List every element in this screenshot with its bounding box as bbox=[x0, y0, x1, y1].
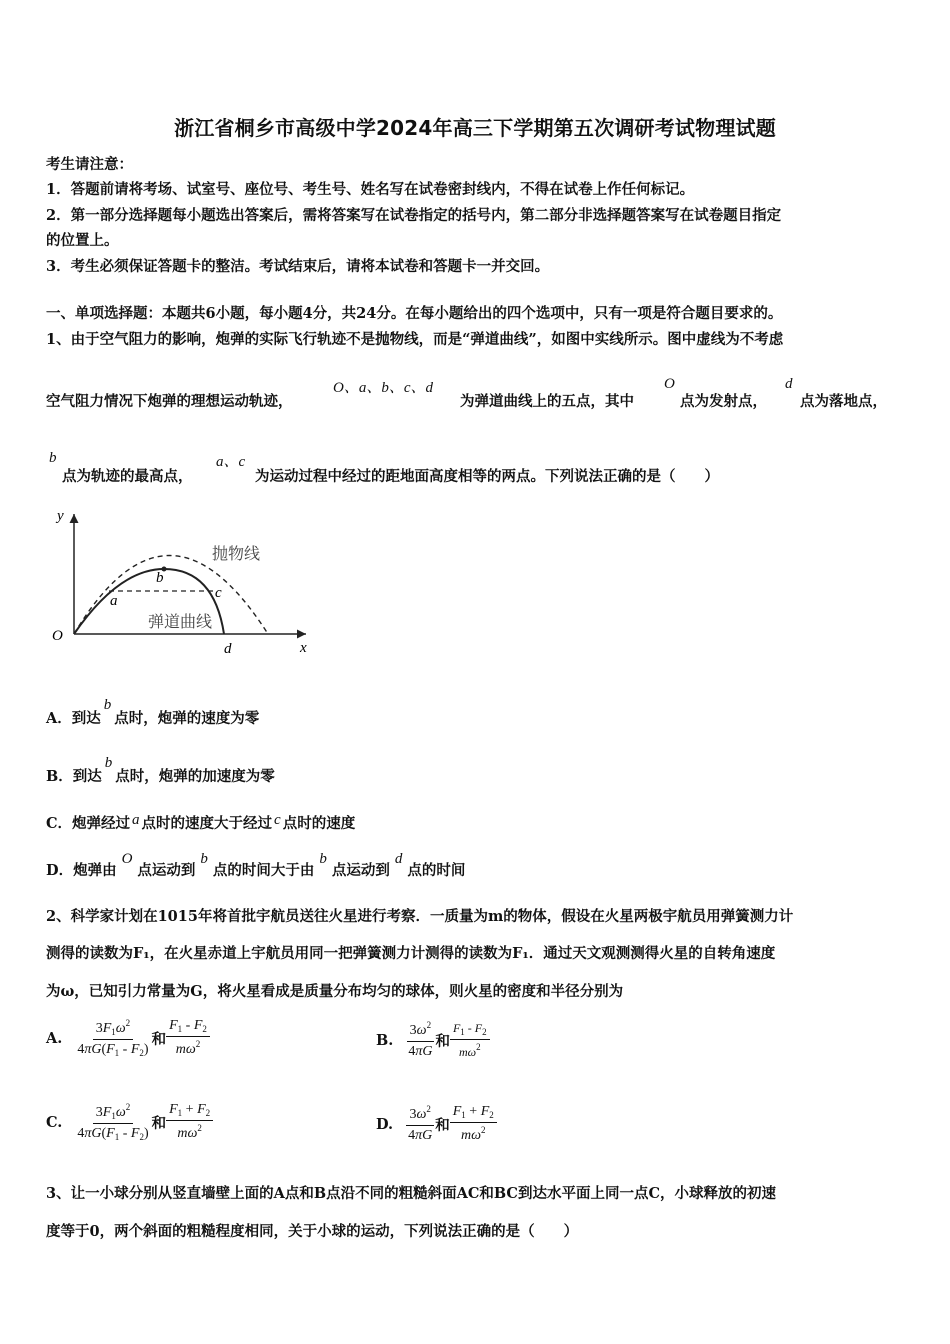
q1-option-c-var2: c bbox=[274, 812, 281, 828]
q2-line-1: 2、科学家计划在1015年将首批宇航员送往火星进行考察．一质量为m的物体，假设在火星两极宇航员用弹簧测力计 bbox=[46, 908, 794, 925]
q2-option-b-and: 和 bbox=[435, 1032, 450, 1050]
q1-option-b[interactable] bbox=[46, 755, 275, 786]
parabola-label: 抛物线 bbox=[212, 546, 261, 563]
q1-var-d: d bbox=[785, 376, 793, 392]
q1-line-2b: 为弹道曲线上的五点，其中 bbox=[460, 393, 634, 410]
q1-option-d-var4: d bbox=[394, 851, 403, 867]
q1-var-O: O bbox=[664, 376, 675, 392]
q1-option-c-var1: a bbox=[132, 812, 140, 828]
q1-option-c-text: 点时的速度 bbox=[282, 815, 356, 832]
notice-header: 考生请注意： bbox=[46, 156, 133, 173]
q1-line-2d: 点为落地点， bbox=[800, 393, 887, 410]
x-label: x bbox=[300, 640, 307, 656]
q1-option-c[interactable] bbox=[46, 812, 355, 833]
q1-line-2a: 空气阻力情况下炮弹的理想运动轨迹， bbox=[46, 393, 293, 410]
q2-option-c-density: $\frac{3F_1\omega^2}{4\pi G(F_1 - F_2)}$ bbox=[77, 1102, 149, 1142]
q2-line-2: 测得的读数为F₁，在火星赤道上宇航员用同一把弹簧测力计测得的读数为F₁．通过天文观测测得火星的自转角速度 bbox=[46, 945, 776, 962]
q2-option-a[interactable] bbox=[46, 1018, 210, 1058]
section-heading: 一、单项选择题：本题共6小题，每小题4分，共24分。在每小题给出的四个选项中，只有一项是符合题目要求的。 bbox=[46, 305, 783, 322]
label-c: c bbox=[215, 585, 222, 601]
q1-option-d-m3: 点运动到 bbox=[331, 862, 390, 879]
q1-option-d-m1: 点运动到 bbox=[137, 862, 196, 879]
q1-option-b-var: b bbox=[104, 755, 113, 771]
q2-option-d[interactable] bbox=[376, 1104, 497, 1144]
q3-line-1: 3、让一小球分别从竖直墙壁上面的A点和B点沿不同的粗糙斜面AC和BC到达水平面上同一点C，小球释放的初速 bbox=[46, 1185, 776, 1202]
q1-option-d-var2: b bbox=[200, 851, 208, 867]
q1-line-3a: 点为轨迹的最高点， bbox=[62, 468, 193, 485]
q2-option-b[interactable] bbox=[376, 1020, 490, 1060]
y-label: y bbox=[57, 508, 64, 524]
page-title: 浙江省桐乡市高级中学2024年高三下学期第五次调研考试物理试题 bbox=[174, 116, 776, 140]
q1-option-d-m2: 点的时间大于由 bbox=[212, 862, 315, 879]
q1-option-d-text: 点的时间 bbox=[407, 862, 466, 879]
q2-option-d-radius: $\frac{F_1 + F_2}{m\omega^2}$ bbox=[450, 1104, 497, 1144]
label-b: b bbox=[156, 570, 164, 586]
q1-option-a-text: 点时，炮弹的速度为零 bbox=[114, 710, 260, 727]
q2-option-c-radius: $\frac{F_1 + F_2}{m\omega^2}$ bbox=[166, 1102, 213, 1142]
q2-option-b-label: B. bbox=[376, 1031, 394, 1049]
trajectory-figure bbox=[44, 502, 324, 662]
q1-option-c-prefix: C．炮弹经过 bbox=[46, 815, 131, 832]
q2-option-a-density: $\frac{3F_1\omega^2}{4\pi G(F_1 - F_2)}$ bbox=[77, 1018, 149, 1058]
notice-item-3: 3．考生必须保证答题卡的整洁。考试结束后，请将本试卷和答题卡一并交回。 bbox=[46, 258, 550, 275]
q2-option-b-density: $\frac{3\omega^2}{4\pi G}$ bbox=[408, 1020, 433, 1059]
q1-option-d-prefix: D．炮弹由 bbox=[46, 862, 117, 879]
q2-option-d-and: 和 bbox=[435, 1116, 450, 1134]
q3-line-2: 度等于0，两个斜面的粗糙程度相同，关于小球的运动，下列说法正确的是（ ） bbox=[46, 1223, 579, 1240]
notice-item-1: 1．答题前请将考场、试室号、座位号、考生号、姓名写在试卷密封线内，不得在试卷上作任何标记。 bbox=[46, 181, 695, 198]
q2-option-d-label: D. bbox=[376, 1115, 394, 1133]
q1-option-a[interactable] bbox=[46, 697, 260, 728]
notice-item-2-cont: 的位置上。 bbox=[46, 232, 119, 249]
q1-option-d-var3: b bbox=[319, 851, 327, 867]
q1-option-b-text: 点时，炮弹的加速度为零 bbox=[115, 768, 275, 785]
q1-line-1: 1、由于空气阻力的影响，炮弹的实际飞行轨迹不是抛物线，而是“弹道曲线”，如图中实线所示。图中虚线为不考虑 bbox=[46, 331, 784, 348]
q2-option-c[interactable] bbox=[46, 1102, 213, 1142]
q2-option-a-and: 和 bbox=[151, 1030, 167, 1048]
q2-option-b-radius: $\frac{F_1 - F_2}{m\omega^2}$ bbox=[450, 1021, 490, 1060]
q1-line-2c: 点为发射点， bbox=[680, 393, 767, 410]
q1-var-b: b bbox=[49, 450, 57, 466]
origin-label: O bbox=[52, 628, 63, 644]
q1-points-var: O、a、b、c、d bbox=[333, 380, 433, 396]
q1-option-d[interactable] bbox=[46, 851, 466, 880]
q2-option-a-radius: $\frac{F_1 - F_2}{m\omega^2}$ bbox=[166, 1018, 210, 1058]
q1-var-ac: a、c bbox=[216, 454, 246, 470]
q1-option-d-var1: O bbox=[121, 851, 133, 867]
q2-option-c-and: 和 bbox=[151, 1114, 167, 1132]
q2-option-d-density: $\frac{3\omega^2}{4\pi G}$ bbox=[408, 1104, 433, 1143]
q1-option-b-prefix: B．到达 bbox=[46, 768, 102, 785]
notice-item-2: 2．第一部分选择题每小题选出答案后，需将答案写在试卷指定的括号内，第二部分非选择题答案写在试卷题目指定 bbox=[46, 207, 782, 224]
label-d: d bbox=[224, 641, 232, 657]
q1-option-a-var: b bbox=[103, 697, 112, 713]
q1-line-3b: 为运动过程中经过的距地面高度相等的两点。下列说法正确的是（ ） bbox=[255, 468, 719, 485]
ballistic-label: 弹道曲线 bbox=[148, 614, 213, 631]
q2-line-3: 为ω，已知引力常量为G，将火星看成是质量分布均匀的球体，则火星的密度和半径分别为 bbox=[46, 983, 624, 1000]
q1-option-a-prefix: A．到达 bbox=[46, 710, 101, 727]
q1-option-c-mid: 点时的速度大于经过 bbox=[141, 815, 273, 832]
label-a: a bbox=[110, 593, 118, 609]
q2-option-c-label: C. bbox=[46, 1113, 63, 1131]
q2-option-a-label: A. bbox=[46, 1029, 63, 1047]
